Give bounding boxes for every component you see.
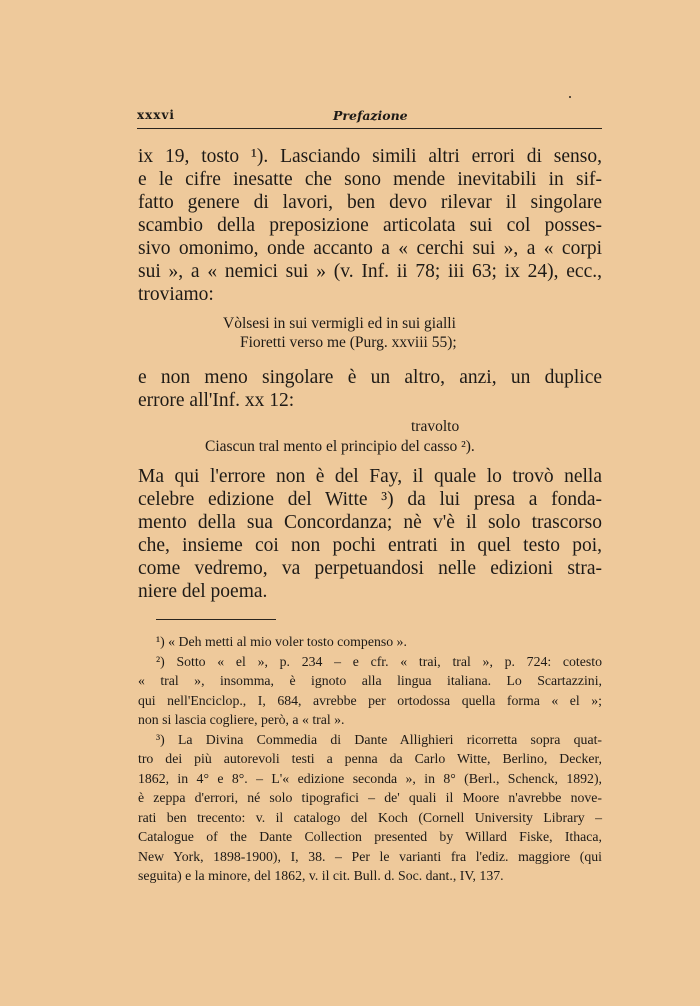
body-line: mento della sua Concordanza; nè v'è il solo trascorso [138,512,602,533]
body-line: celebre edizione del Witte ³) da lui presa a fonda- [138,489,602,510]
footnote-line: è zeppa d'errori, né solo tipografici – de' quali il Moore n'avrebbe nove- [138,790,602,805]
paragraph-three [138,465,602,603]
body-line: niere del poema. [138,581,268,602]
paper-speck [569,96,571,98]
section-title: Prefazione [333,108,408,123]
running-head [137,108,602,124]
footnote-line: « tral », insomma, è ignoto alla lingua italiana. Lo Scartazzini, [138,673,602,688]
body-line: Ma qui l'errore non è del Fay, il quale lo trovò nella [138,466,602,487]
footnote-line: 1862, in 4° e 8°. – L'« edizione seconda », in 8° (Berl., Schenck, 1892), [138,770,602,786]
page-number: xxxvi [137,108,175,122]
footnote-line: New York, 1898-1900), I, 38. – Per le varianti fra l'ediz. maggiore (qui [138,848,602,864]
interlinear-variant: travolto [411,418,460,435]
paragraph-one [138,145,602,306]
body-line: sivo omonimo, onde accanto a « cerchi sui », a « corpi [138,238,602,259]
footnote-line: qui nell'Enciclop., I, 684, avrebbe per ortodossa quella forma « el »; [138,692,602,708]
footnote-line: seguita) e la minore, del 1862, v. il cit. Bull. d. Soc. dant., IV, 137. [138,868,504,883]
footnote-line: ¹) « Deh metti al mio voler tosto compenso ». [156,634,407,649]
header-rule [137,128,602,129]
body-line: scambio della preposizione articolata sui col posses- [138,215,602,236]
footnote-line: ³) La Divina Commedia di Dante Allighieri ricorretta sopra quat- [156,731,602,747]
quoted-verse: Ciascun tral mento el principio del casso ²). [205,438,475,455]
body-line: che, insieme coi non pochi entrati in quel testo poi, [138,535,602,556]
body-line: come vedremo, va perpetuandosi nelle edizioni stra- [138,558,602,579]
footnote-line: rati ben trecento: v. il catalogo del Koch (Cornell University Library – [138,809,602,825]
body-line: troviamo: [138,284,214,305]
quoted-verse: Fioretti verso me (Purg. xxviii 55); [240,334,457,351]
footnote-line: ²) Sotto « el », p. 234 – e cfr. « trai, tral », p. 724: cotesto [156,653,602,669]
footnote-line: non si lascia cogliere, però, a « tral ». [138,712,345,727]
body-line: sui », a « nemici sui » (v. Inf. ii 78; iii 63; ix 24), ecc., [138,261,602,282]
quoted-verse: Vòlsesi in sui vermigli ed in sui gialli [223,315,456,332]
footnote-line: tro dei più autorevoli testi a penna da Carlo Witte, Berlino, Decker, [138,751,602,766]
body-line: ix 19, tosto ¹). Lasciando simili altri errori di senso, [138,146,602,167]
body-line: e non meno singolare è un altro, anzi, un duplice [138,367,602,388]
body-line: e le cifre inesatte che sono mende inevitabili in sif- [138,169,602,190]
footnote-line: Catalogue of the Dante Collection presented by Willard Fiske, Ithaca, [138,829,602,844]
body-line: errore all'Inf. xx 12: [138,390,295,411]
footnote-rule [156,619,276,620]
body-line: fatto genere di lavori, ben devo rilevar il singolare [138,192,602,213]
footnotes [138,632,602,886]
paragraph-two [138,366,602,412]
